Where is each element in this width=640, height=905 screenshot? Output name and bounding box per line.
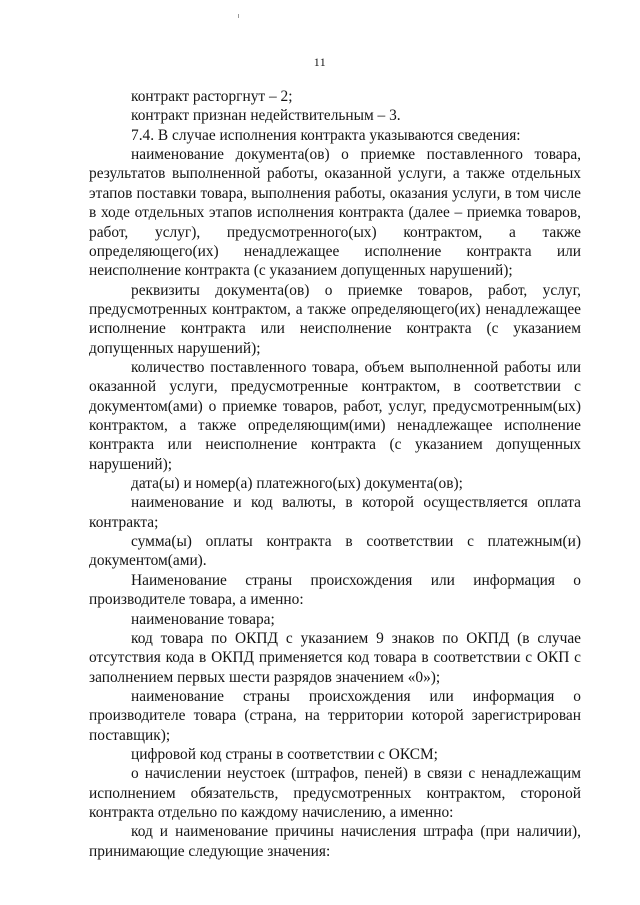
text-line: допущенных нарушений);: [89, 339, 261, 357]
text-line: о начислении неустоек (штрафов, пеней) в связи с ненадлежащим: [131, 765, 581, 783]
text-line: сумма(ы) оплаты контракта в соответствии с платежным(и): [131, 533, 581, 550]
text-line: реквизиты документа(ов) о приемке товаров, работ, услуг,: [131, 281, 581, 299]
text-line: нарушений);: [89, 455, 173, 473]
text-line: принимающие следующие значения:: [89, 842, 331, 860]
text-line: этапов поставки товара, выполнения работы, оказания услуги, в том числе: [89, 184, 581, 202]
text-line: цифровой код страны в соответствии с ОКСМ;: [131, 745, 438, 763]
text-line: код товара по ОКПД с указанием 9 знаков по ОКПД (в случае: [131, 629, 581, 647]
text-line: наименование товара;: [131, 610, 275, 628]
text-line: в ходе отдельных этапов исполнения контракта (далее – приемка товаров,: [89, 204, 581, 222]
text-line: исполнение контракта или неисполнение контракта (с указанием: [89, 320, 581, 338]
text-line: контракта;: [89, 513, 159, 531]
text-line: код и наименование причины начисления штрафа (при наличии),: [131, 823, 581, 841]
text-line: производителе товара, а именно:: [89, 591, 304, 609]
text-line: предусмотренных контрактом, а также определяющего(их) ненадлежащее: [89, 300, 581, 318]
text-line: поставщик);: [89, 726, 171, 744]
text-line: работ, услуг), предусмотренного(ых) контрактом, а также: [89, 223, 581, 241]
text-line: наименование страны происхождения или информация о: [131, 687, 581, 705]
text-line: оказанной услуги, предусмотренные контрактом, в соответствии с: [89, 378, 581, 396]
text-line: заполнением первых шести разрядов значением «0»);: [89, 668, 441, 686]
text-line: исполнением обязательств, предусмотренных контрактом, стороной: [89, 784, 581, 802]
text-line: результатов выполненной работы, оказанной услуги, а также отдельных: [89, 165, 581, 183]
text-line: документом(ами).: [89, 552, 207, 570]
text-line: контракта отдельно по каждому начислению, а именно:: [89, 804, 454, 821]
text-line: 7.4. В случае исполнения контракта указываются сведения:: [131, 126, 521, 144]
text-line: контракт расторгнут – 2;: [131, 88, 293, 105]
text-line: отсутствия кода в ОКПД применяется код товара в соответствии с ОКП с: [89, 649, 581, 667]
text-line: производителе товара (страна, на территории которой зарегистрирован: [89, 707, 581, 725]
page-number: 11: [313, 55, 327, 69]
text-line: дата(ы) и номер(а) платежного(ых) документа(ов);: [131, 475, 463, 492]
text-line: контракт признан недействительным – 3.: [131, 107, 401, 125]
text-line: документом(ами) о приемке товаров, работ, услуг, предусмотренным(ых): [89, 397, 581, 415]
text-line: неисполнение контракта (с указанием допущенных нарушений);: [89, 262, 513, 280]
text-line: количество поставленного товара, объем выполненной работы или: [131, 358, 581, 376]
text-line: наименование документа(ов) о приемке поставленного товара,: [131, 146, 581, 164]
text-line: Наименование страны происхождения или информация о: [131, 571, 581, 589]
text-line: контрактом, а также определяющим(ими) ненадлежащее исполнение: [89, 417, 581, 434]
text-line: наименование и код валюты, в которой осуществляется оплата: [131, 494, 581, 512]
text-line: контракта или неисполнение контракта (с указанием допущенных: [89, 436, 581, 454]
text-line: определяющего(их) ненадлежащее исполнение контракта или: [89, 242, 581, 260]
scan-mark: [238, 14, 239, 18]
